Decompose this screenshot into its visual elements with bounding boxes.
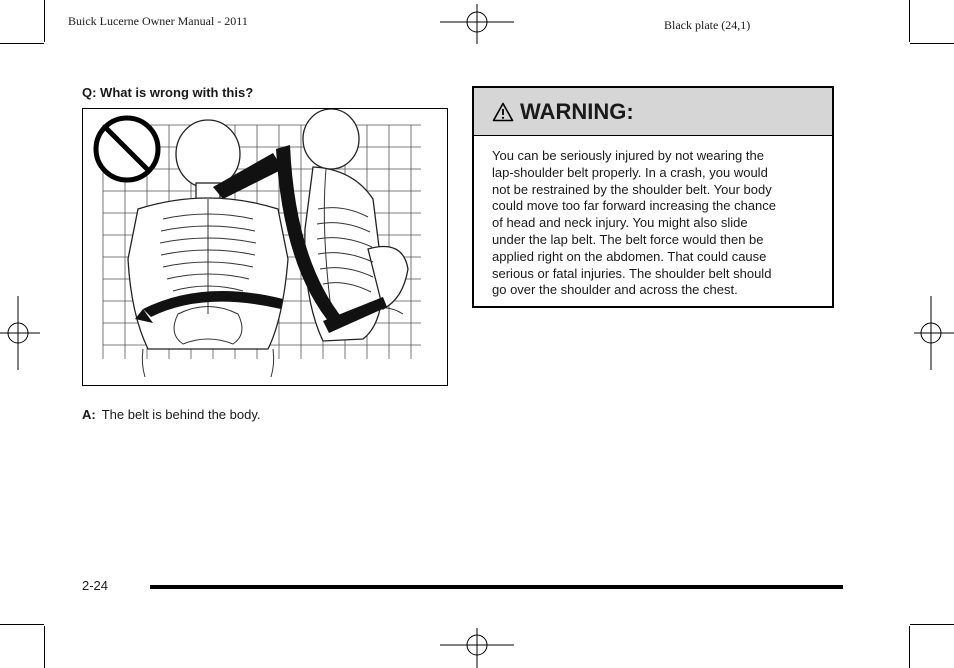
registration-mark-icon: [440, 4, 514, 44]
registration-mark-icon: [0, 296, 40, 370]
warning-line: You can be seriously injured by not wearing the: [492, 148, 764, 163]
warning-body: [474, 136, 832, 299]
crop-mark: [44, 0, 45, 42]
crop-mark: [909, 626, 910, 668]
warning-line: could move too far forward increasing the chance: [492, 198, 776, 214]
warning-triangle-icon: [492, 102, 514, 122]
warning-box: [472, 86, 834, 308]
answer-text: The belt is behind the body.: [101, 407, 261, 422]
footer-rule: [150, 585, 843, 589]
question-text: Q: What is wrong with this?: [82, 85, 254, 100]
warning-line: applied right on the abdomen. That could cause: [492, 248, 767, 264]
manual-title: Buick Lucerne Owner Manual - 2011: [68, 14, 248, 28]
warning-line: of head and neck injury. You might also slide: [492, 215, 748, 231]
registration-mark-icon: [914, 296, 954, 370]
warning-header: [474, 88, 832, 136]
figure-box: [82, 108, 448, 386]
answer-line: [82, 407, 260, 422]
crop-mark: [909, 0, 910, 42]
page-number: 2-24: [82, 578, 109, 593]
answer-label: A:: [82, 407, 96, 422]
crop-mark: [0, 43, 44, 44]
warning-line: not be restrained by the shoulder belt. Your body: [492, 181, 772, 197]
warning-title: WARNING:: [520, 98, 634, 124]
crop-mark: [44, 626, 45, 668]
warning-line: lap-shoulder belt properly. In a crash, you would: [492, 164, 768, 180]
warning-line: go over the shoulder and across the chest.: [492, 282, 738, 298]
plate-label: Black plate (24,1): [664, 18, 751, 32]
skeleton-seatbelt-illustration: [83, 109, 447, 385]
registration-mark-icon: [440, 628, 514, 668]
no-symbol-icon: [96, 118, 158, 180]
crop-mark: [0, 624, 44, 625]
crop-mark: [910, 624, 954, 625]
warning-line: serious or fatal injuries. The shoulder belt should: [492, 265, 772, 281]
crop-mark: [910, 43, 954, 44]
warning-line: under the lap belt. The belt force would then be: [492, 231, 764, 247]
